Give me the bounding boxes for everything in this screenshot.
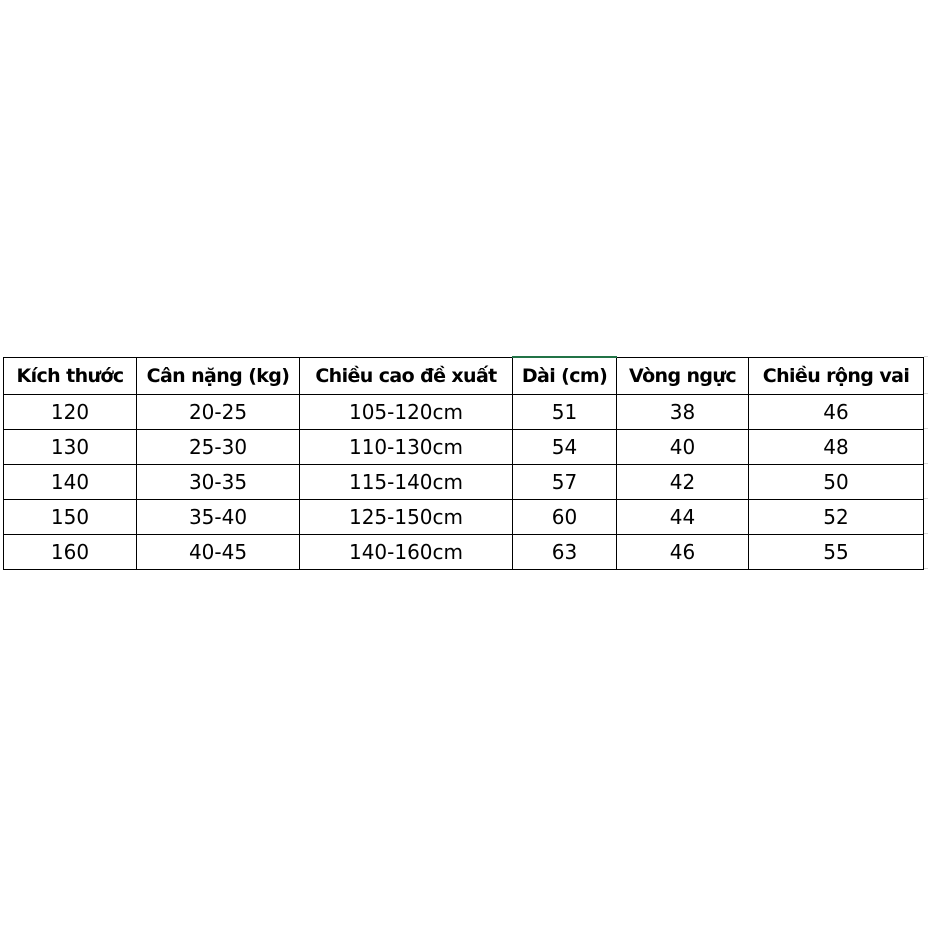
- cell-shoulder[interactable]: 46: [749, 395, 924, 430]
- header-size[interactable]: Kích thước: [4, 357, 137, 395]
- cell-size[interactable]: 160: [4, 535, 137, 570]
- cell-shoulder[interactable]: 52: [749, 500, 924, 535]
- gridline: [924, 498, 928, 499]
- cell-weight[interactable]: 20-25: [137, 395, 300, 430]
- table-row: [4, 430, 924, 465]
- cell-chest[interactable]: 40: [617, 430, 749, 465]
- cell-size[interactable]: 130: [4, 430, 137, 465]
- cell-shoulder[interactable]: 50: [749, 465, 924, 500]
- cell-length[interactable]: 54: [513, 430, 617, 465]
- header-chest[interactable]: Vòng ngực: [617, 357, 749, 395]
- cell-length[interactable]: 63: [513, 535, 617, 570]
- cell-length[interactable]: 60: [513, 500, 617, 535]
- cell-length[interactable]: 57: [513, 465, 617, 500]
- table-row: [4, 465, 924, 500]
- cell-height[interactable]: 105-120cm: [300, 395, 513, 430]
- header-height[interactable]: Chiều cao đề xuất: [300, 357, 513, 395]
- cell-size[interactable]: 150: [4, 500, 137, 535]
- cell-height[interactable]: 125-150cm: [300, 500, 513, 535]
- cell-height[interactable]: 110-130cm: [300, 430, 513, 465]
- cell-size[interactable]: 140: [4, 465, 137, 500]
- gridline: [924, 533, 928, 534]
- cell-weight[interactable]: 35-40: [137, 500, 300, 535]
- cell-chest[interactable]: 44: [617, 500, 749, 535]
- size-chart-table: [3, 356, 924, 570]
- header-row: [4, 357, 924, 395]
- gridline: [924, 428, 928, 429]
- cell-weight[interactable]: 40-45: [137, 535, 300, 570]
- cell-chest[interactable]: 38: [617, 395, 749, 430]
- gridline: [924, 356, 928, 357]
- cell-height[interactable]: 140-160cm: [300, 535, 513, 570]
- header-length[interactable]: Dài (cm): [513, 357, 617, 395]
- table-row: [4, 535, 924, 570]
- cell-chest[interactable]: 42: [617, 465, 749, 500]
- cell-weight[interactable]: 30-35: [137, 465, 300, 500]
- table-row: [4, 500, 924, 535]
- cell-chest[interactable]: 46: [617, 535, 749, 570]
- cell-height[interactable]: 115-140cm: [300, 465, 513, 500]
- cell-shoulder[interactable]: 48: [749, 430, 924, 465]
- gridline: [924, 393, 928, 394]
- cell-size[interactable]: 120: [4, 395, 137, 430]
- header-shoulder[interactable]: Chiều rộng vai: [749, 357, 924, 395]
- gridline: [924, 463, 928, 464]
- cell-shoulder[interactable]: 55: [749, 535, 924, 570]
- cell-weight[interactable]: 25-30: [137, 430, 300, 465]
- gridline: [924, 568, 928, 569]
- table-row: [4, 395, 924, 430]
- cell-length[interactable]: 51: [513, 395, 617, 430]
- header-weight[interactable]: Cân nặng (kg): [137, 357, 300, 395]
